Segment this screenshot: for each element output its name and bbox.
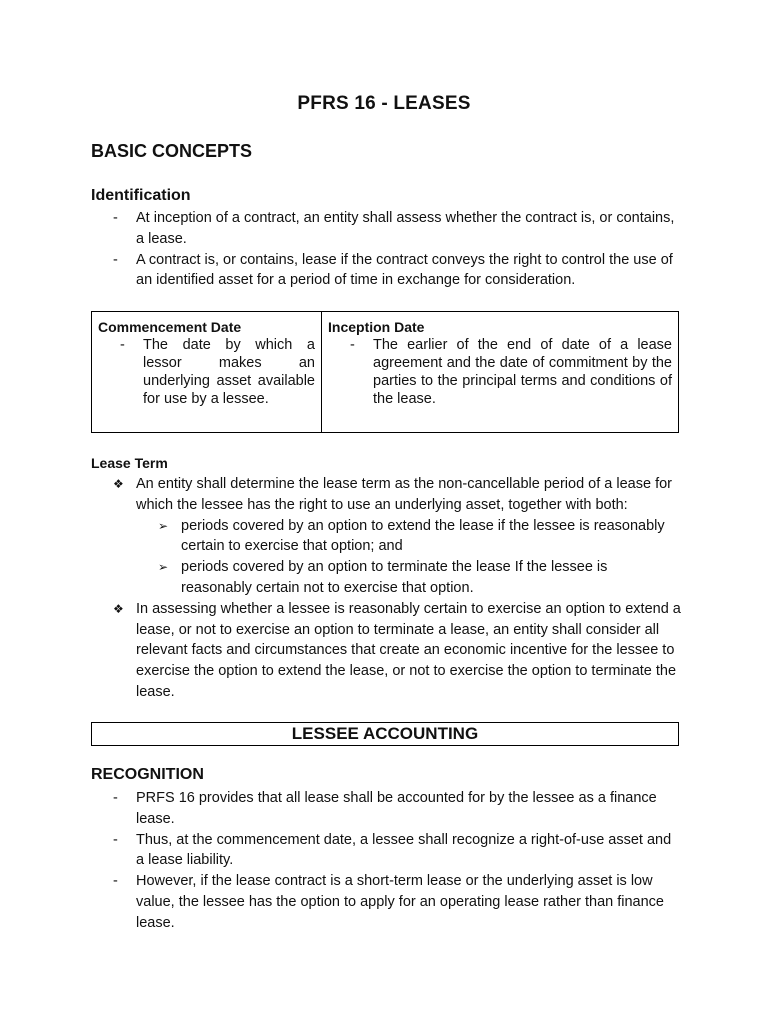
commencement-date-definition: - The date by which a lessor makes an underlying asset available for use by a lessee. xyxy=(120,337,315,407)
list-item: - A contract is, or contains, lease if the contract conveys the right to control the use of an identified asset for a period of time in exchange for consideration. xyxy=(113,251,673,289)
inception-date-heading: Inception Date xyxy=(328,319,425,335)
list-item: ❖ In assessing whether a lessee is reasonably certain to exercise an option to extend a lease, or not to exercise an option to terminate a lease, an entity shall consider all relevant facts and circumstances that create an economic incentive for the lessee to exercise the option to extend the lease, or not to exercise the option to terminate the lease. xyxy=(113,600,681,700)
section-heading-basic-concepts: BASIC CONCEPTS xyxy=(91,141,253,161)
list-item: ➢ periods covered by an option to terminate the lease If the lessee is reasonably certain not to exercise that option. xyxy=(158,559,608,596)
list-item: - Thus, at the commencement date, a lessee shall recognize a right-of-use asset and a lease liability. xyxy=(113,831,672,869)
recognition-list xyxy=(91,788,681,934)
lease-term-list xyxy=(91,474,681,703)
dash-bullet-icon: - xyxy=(113,251,118,268)
list-item: ❖ An entity shall determine the lease term as the non-cancellable period of a lease for which the lessee has the right to use an underlying asset, together with both: ➢ periods covered by an option to extend the lease if the lessee is reasonably certain to exercise that option; and ➢ periods covered by an option to terminate the lease If the lessee is reasonably certain not to exercise that option. xyxy=(91,474,681,599)
list-item: ➢ periods covered by an option to extend the lease if the lessee is reasonably certain to exercise that option; and xyxy=(158,517,665,555)
section-banner-lessee-accounting: LESSEE ACCOUNTING xyxy=(91,722,679,746)
list-item: - PRFS 16 provides that all lease shall be accounted for by the lessee as a finance lease. xyxy=(113,790,657,827)
diamond-bullet-icon: ❖ xyxy=(113,477,124,491)
subheading-recognition: RECOGNITION xyxy=(91,766,204,783)
dash-bullet-icon: - xyxy=(113,210,118,226)
subheading-lease-term: Lease Term xyxy=(91,455,168,471)
lease-term-sublist xyxy=(136,516,681,599)
arrow-bullet-icon: ➢ xyxy=(158,560,169,575)
dates-table xyxy=(91,311,679,433)
dash-bullet-icon: - xyxy=(120,337,125,353)
dash-bullet-icon: - xyxy=(113,873,118,890)
table-cell-commencement xyxy=(92,312,322,432)
table-cell-inception xyxy=(322,312,678,432)
diamond-bullet-icon: ❖ xyxy=(113,601,124,616)
identification-list xyxy=(91,208,681,291)
page-title: PFRS 16 - LEASES xyxy=(297,93,471,114)
subheading-identification: Identification xyxy=(91,187,191,204)
list-item: - At inception of a contract, an entity shall assess whether the contract is, or contains, a lease. xyxy=(113,210,675,247)
dash-bullet-icon: - xyxy=(113,831,118,848)
dash-bullet-icon: - xyxy=(113,790,118,806)
inception-date-definition: - The earlier of the end of date of a lease agreement and the date of commitment by the parties to the principal terms and conditions of the lease. xyxy=(350,337,672,407)
list-item: - However, if the lease contract is a short-term lease or the underlying asset is low value, the lessee has the option to apply for an operating lease rather than finance lease. xyxy=(113,873,664,931)
arrow-bullet-icon: ➢ xyxy=(158,518,169,533)
dash-bullet-icon: - xyxy=(350,337,355,353)
commencement-date-heading: Commencement Date xyxy=(98,319,242,335)
